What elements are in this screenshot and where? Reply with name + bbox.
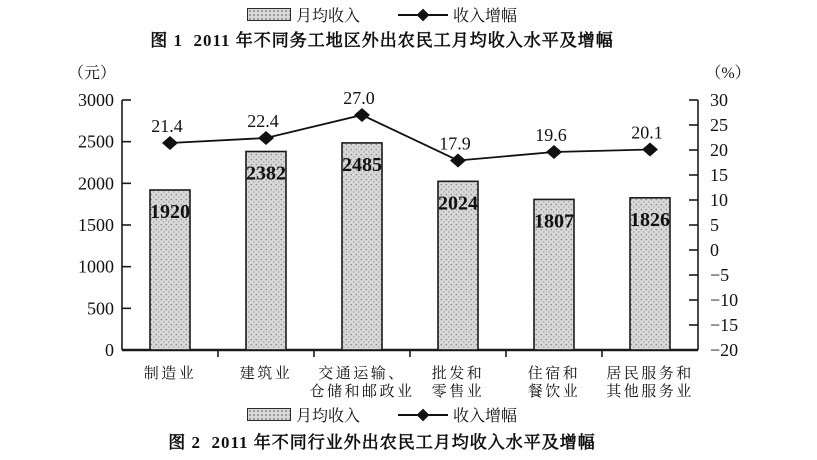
figure2-caption: 图 2 2011 年不同行业外出农民工月均收入水平及增幅: [168, 433, 596, 452]
diamond-marker: [450, 154, 466, 168]
bar-value-label: 1826: [630, 208, 670, 231]
left-axis-tick-label: 3000: [78, 90, 114, 110]
category-label: 批发和零售业: [431, 366, 485, 400]
right-axis-tick-label: 30: [710, 90, 728, 110]
bar-value-label: 2024: [438, 192, 478, 215]
left-axis-tick-label: 1500: [78, 215, 114, 235]
diamond-marker: [162, 136, 178, 150]
left-axis-tick-label: 2500: [78, 131, 114, 152]
legend-bar-label: 月均收入: [295, 8, 360, 25]
right-axis-tick-label: 0: [710, 240, 719, 260]
legend-line-label: 收入增幅: [453, 408, 518, 425]
line-value-label: 21.4: [151, 116, 183, 136]
left-axis-tick-label: 0: [105, 340, 114, 360]
right-axis-tick-label: −5: [710, 265, 730, 285]
diamond-marker-icon: [417, 408, 430, 421]
category-label: 住宿和餐饮业: [527, 366, 581, 400]
diamond-marker-icon: [417, 8, 430, 21]
line-value-label: 17.9: [439, 133, 471, 154]
right-axis-tick-label: 15: [710, 165, 728, 185]
diamond-marker: [354, 108, 370, 122]
legend-bar-label: 月均收入: [295, 408, 360, 425]
legend-item-income-growth: [398, 403, 517, 426]
line-value-label: 20.1: [631, 122, 663, 143]
figure1-caption: 图 1 2011 年不同务工地区外出农民工月均收入水平及增幅: [150, 31, 614, 50]
legend-item-monthly-income: [247, 3, 360, 26]
line-value-label: 27.0: [343, 88, 375, 108]
figure1-legend: [0, 3, 764, 26]
category-label: 建筑业: [239, 366, 293, 382]
right-axis-tick-label: −10: [710, 290, 739, 310]
bar-swatch-icon: [247, 8, 291, 21]
right-axis-tick-label: 20: [710, 140, 728, 160]
bar-value-label: 1920: [150, 201, 190, 223]
figure2-legend: [0, 403, 764, 426]
category-label: 交通运输、仓储和邮政业: [309, 366, 415, 400]
legend-line-label: 收入增幅: [453, 8, 518, 25]
diamond-marker: [546, 145, 562, 159]
left-axis-tick-label: 500: [87, 298, 114, 319]
combo-bar-line-chart: [0, 48, 817, 404]
right-axis-tick-label: −20: [710, 340, 739, 360]
line-value-label: 22.4: [247, 111, 279, 131]
right-axis-tick-label: 25: [710, 115, 728, 135]
left-axis-unit-label: （元）: [67, 65, 117, 82]
left-axis-tick-label: 2000: [78, 173, 114, 194]
right-axis-tick-label: 10: [710, 190, 728, 210]
right-axis-unit-label: （%）: [705, 65, 751, 82]
bar-value-label: 2485: [342, 153, 382, 176]
category-label: 制造业: [143, 366, 197, 382]
line-diamond-icon: [398, 8, 448, 22]
line-diamond-icon: [398, 408, 448, 422]
right-axis-tick-label: 5: [710, 215, 719, 235]
legend-item-income-growth: [398, 3, 517, 26]
diamond-marker: [642, 143, 658, 157]
diamond-marker: [258, 131, 274, 145]
right-axis-tick-label: −15: [710, 315, 739, 335]
left-axis-tick-label: 1000: [78, 256, 114, 277]
bar-value-label: 1807: [534, 210, 574, 233]
bar-swatch-icon: [247, 408, 291, 421]
income-growth-line: [170, 115, 650, 161]
legend-item-monthly-income: [247, 403, 360, 426]
line-value-label: 19.6: [535, 125, 567, 145]
category-label: 居民服务和其他服务业: [606, 366, 694, 400]
bar-value-label: 2382: [246, 162, 286, 185]
